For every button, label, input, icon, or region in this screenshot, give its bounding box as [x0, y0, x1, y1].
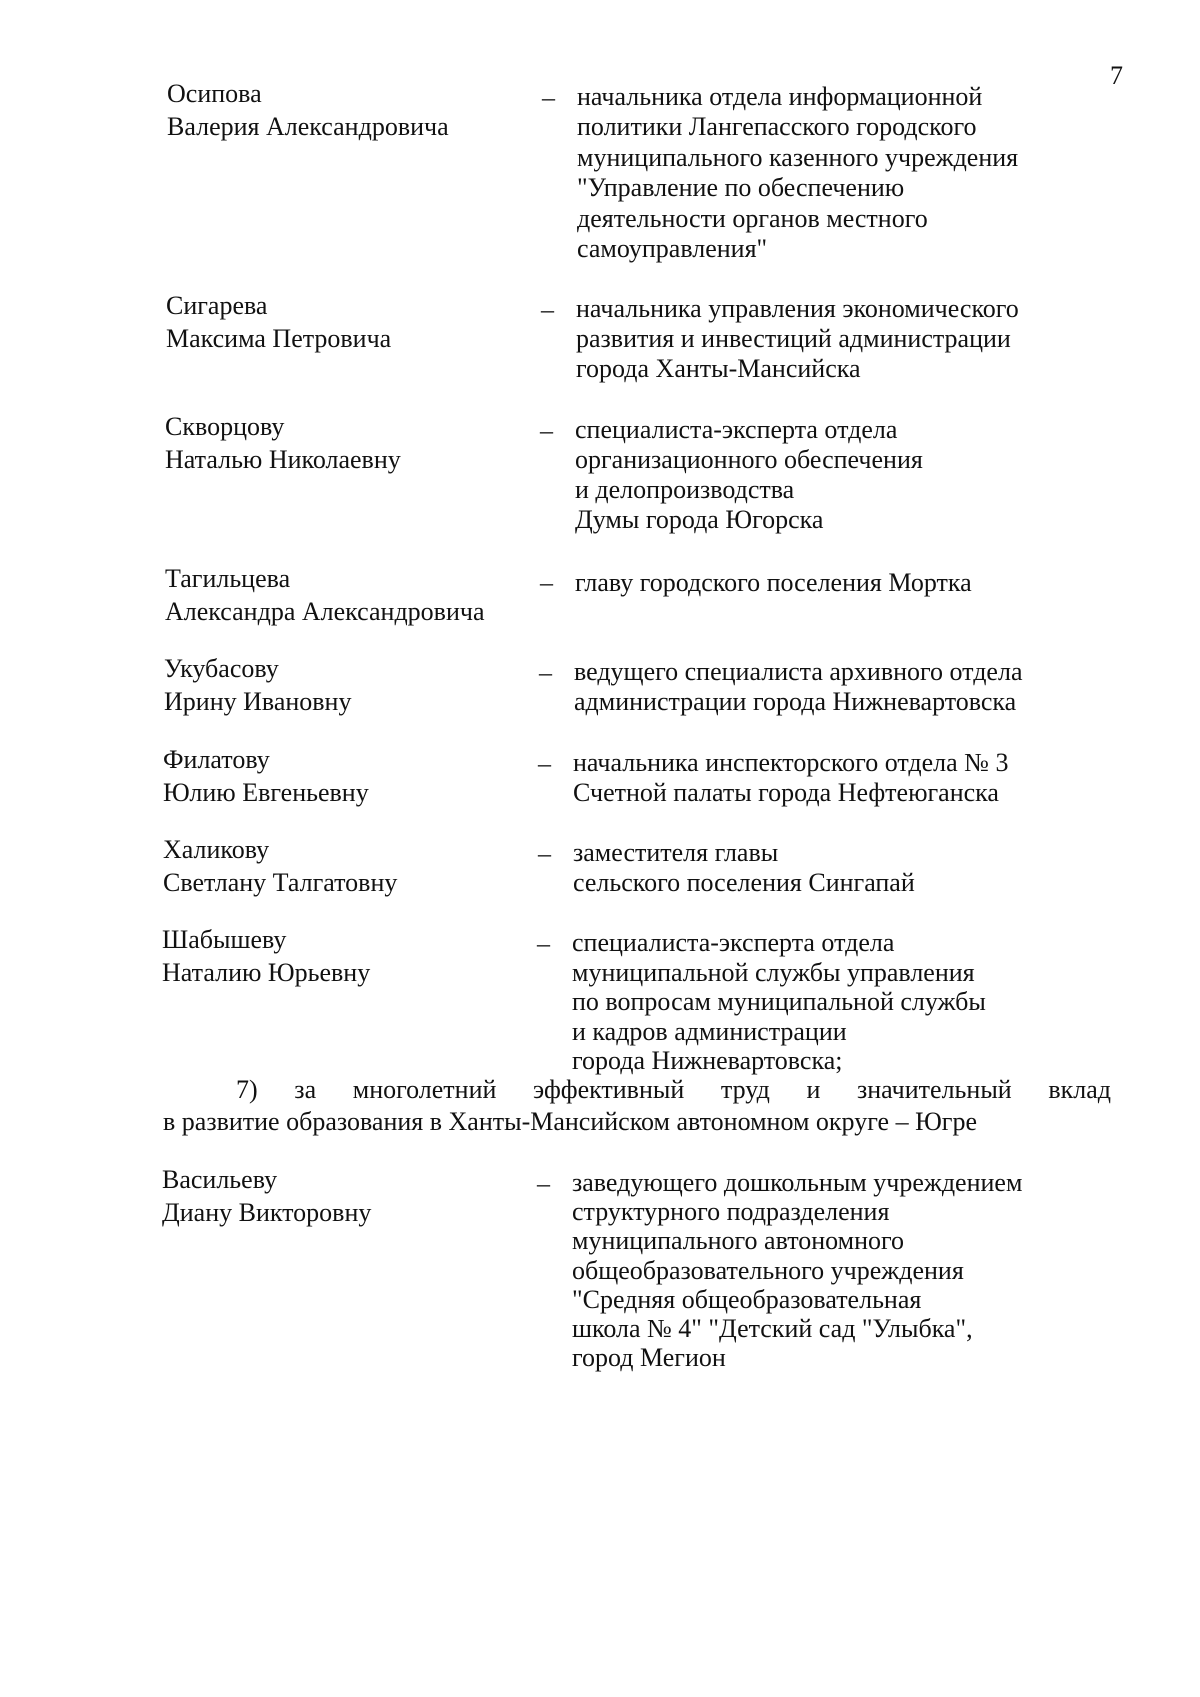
- dash-separator: –: [540, 416, 553, 445]
- position-line: начальника инспекторского отдела № 3: [573, 748, 1009, 777]
- person-surname: Скворцову: [165, 412, 285, 441]
- position-line: города Ханты-Мансийска: [576, 354, 861, 383]
- position-line: муниципального автономного: [572, 1226, 905, 1256]
- dash-separator: –: [540, 568, 553, 597]
- person-surname: Сигарева: [166, 291, 268, 320]
- person-surname: Шабышеву: [162, 925, 287, 954]
- position-line: главу городского поселения Мортка: [575, 568, 972, 597]
- position-line: и делопроизводства: [575, 475, 795, 504]
- person-surname: Осипова: [167, 79, 262, 108]
- person-name: [166, 290, 546, 355]
- position-line: "Средняя общеобразовательная: [572, 1284, 922, 1314]
- person-position: [574, 657, 1134, 717]
- person-position: [577, 82, 1137, 264]
- person-given-names: Наталью Николаевну: [165, 444, 401, 474]
- position-line: Счетной палаты города Нефтеюганска: [573, 778, 999, 807]
- paragraph-word: значительный: [857, 1075, 1012, 1104]
- position-line: структурного подразделения: [572, 1197, 890, 1227]
- position-line: школа № 4" "Детский сад "Улыбка",: [572, 1314, 973, 1344]
- paragraph-word: труд: [720, 1075, 770, 1104]
- dash-separator: –: [541, 295, 554, 324]
- position-line: муниципального казенного учреждения: [577, 142, 1019, 172]
- position-line: развития и инвестиций администрации: [576, 324, 1011, 353]
- position-line: сельского поселения Сингапай: [573, 868, 915, 897]
- position-line: заведующего дошкольным учреждением: [572, 1168, 1023, 1197]
- position-line: город Мегион: [572, 1343, 726, 1373]
- paragraph-word: 7): [236, 1075, 258, 1104]
- paragraph-first-line: [163, 1074, 1111, 1106]
- person-position: [576, 294, 1136, 384]
- person-given-names: Юлию Евгеньевну: [163, 777, 369, 807]
- person-given-names: Светлану Талгатовну: [163, 867, 398, 897]
- person-given-names: Валерия Александровича: [167, 111, 449, 141]
- position-line: города Нижневартовска;: [572, 1046, 843, 1076]
- dash-separator: –: [542, 83, 555, 112]
- person-name: [167, 78, 547, 143]
- person-name: [163, 744, 543, 809]
- paragraph-word: многолетний: [352, 1075, 497, 1104]
- dash-separator: –: [538, 749, 551, 778]
- dash-separator: –: [537, 929, 550, 958]
- person-position: [575, 567, 1135, 600]
- position-line: начальника отдела информационной: [577, 82, 983, 111]
- position-line: начальника управления экономического: [576, 294, 1019, 323]
- position-line: муниципальной службы управления: [572, 957, 975, 987]
- position-line: администрации города Нижневартовска: [574, 687, 1017, 716]
- paragraph-word: за: [294, 1075, 317, 1104]
- position-line: организационного обеспечения: [575, 445, 923, 474]
- position-line: специалиста-эксперта отдела: [572, 928, 895, 957]
- person-name: [165, 563, 545, 628]
- person-given-names: Александра Александровича: [165, 596, 485, 626]
- paragraph-word: эффективный: [533, 1075, 685, 1104]
- position-line: Думы города Югорска: [575, 505, 824, 534]
- position-line: по вопросам муниципальной службы: [572, 987, 986, 1017]
- person-name: [164, 653, 544, 718]
- dash-separator: –: [538, 839, 551, 868]
- person-name: [162, 1164, 542, 1229]
- position-line: самоуправления": [577, 234, 768, 264]
- position-line: ведущего специалиста архивного отдела: [574, 657, 1023, 686]
- person-given-names: Диану Викторовну: [162, 1197, 372, 1227]
- position-line: "Управление по обеспечению: [577, 173, 905, 203]
- person-surname: Укубасову: [164, 654, 279, 683]
- person-surname: Филатову: [163, 745, 270, 774]
- person-name: [162, 924, 542, 989]
- person-position: [575, 415, 1135, 535]
- paragraph-second-line: в развитие образования в Ханты-Мансийском автономном округе – Югре: [163, 1107, 977, 1136]
- position-line: заместителя главы: [573, 838, 779, 867]
- position-line: специалиста-эксперта отдела: [575, 415, 898, 444]
- person-surname: Халикову: [163, 835, 270, 864]
- person-surname: Тагильцева: [165, 564, 291, 593]
- position-line: и кадров администрации: [572, 1016, 847, 1046]
- person-position: [572, 1168, 1132, 1372]
- page-number: 7: [1110, 61, 1123, 90]
- person-given-names: Максима Петровича: [166, 323, 392, 353]
- person-name: [165, 411, 545, 476]
- person-surname: Васильеву: [162, 1165, 278, 1194]
- person-position: [572, 928, 1132, 1076]
- person-position: [573, 748, 1133, 808]
- position-line: общеобразовательного учреждения: [572, 1255, 964, 1285]
- person-position: [573, 838, 1133, 898]
- paragraph-word: вклад: [1048, 1075, 1111, 1104]
- position-line: деятельности органов местного: [577, 203, 928, 233]
- person-given-names: Ирину Ивановну: [164, 686, 352, 716]
- person-name: [163, 834, 543, 899]
- person-given-names: Наталию Юрьевну: [162, 957, 371, 987]
- paragraph-word: и: [806, 1075, 821, 1104]
- position-line: политики Лангепасского городского: [577, 112, 977, 142]
- dash-separator: –: [537, 1169, 550, 1198]
- dash-separator: –: [539, 658, 552, 687]
